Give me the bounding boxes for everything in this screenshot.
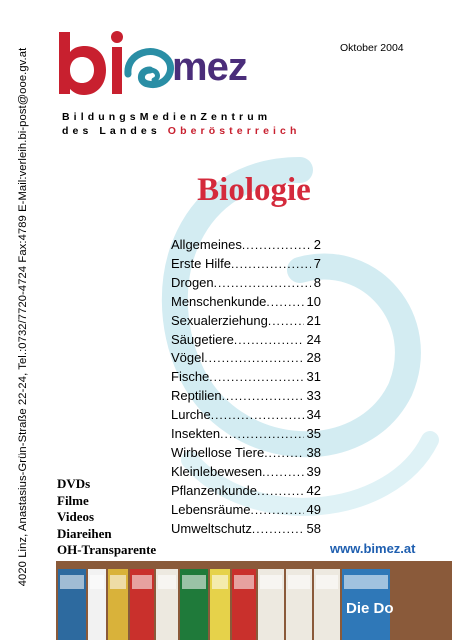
toc-entry-page: 49 [306, 501, 321, 517]
toc-leader-dots [252, 520, 304, 539]
toc-entry-page: 21 [306, 312, 321, 328]
toc-entry-page: 24 [306, 331, 321, 347]
toc-entry-label: Sexualerziehung [171, 312, 268, 328]
toc-leader-dots [222, 387, 304, 406]
toc-entry-label: Lebensräume [171, 501, 251, 517]
media-types-list [57, 476, 156, 559]
toc-leader-dots [251, 501, 304, 520]
toc-leader-dots [257, 482, 304, 501]
toc-entry-page: 31 [306, 369, 321, 385]
toc-entry [171, 463, 321, 482]
toc-entry-label: Erste Hilfe [171, 255, 231, 271]
toc-entry [171, 274, 321, 293]
toc-entry-label: Umweltschutz [171, 520, 252, 536]
toc-entry [171, 482, 321, 501]
toc-entry-label: Drogen [171, 274, 214, 290]
toc-entry-page: 38 [306, 444, 321, 460]
toc-entry-page: 2 [313, 237, 321, 252]
logo-subtitle [62, 111, 300, 138]
logo-subtitle-prefix: des Landes [62, 124, 168, 137]
media-type-item: Videos [57, 509, 95, 525]
book-spine-label-band [260, 575, 282, 589]
toc-entry-label: Pflanzenkunde [171, 482, 258, 498]
book-spine-label-band [212, 575, 228, 589]
media-type-item: Diareihen [57, 525, 112, 541]
book-spine-title: Die Do [346, 600, 394, 617]
website-link[interactable]: www.bimez.at [330, 541, 416, 556]
bookshelf-photo [56, 561, 452, 640]
toc-entry [171, 312, 321, 331]
toc-entry-page: 34 [306, 407, 321, 423]
book-spine-label-band [316, 575, 338, 589]
toc-entry [171, 406, 321, 425]
media-type-item: DVDs [57, 476, 91, 491]
toc-entry-label: Lurche [171, 407, 211, 423]
toc-entry-label: Insekten [171, 426, 221, 442]
toc-entry-label: Vögel [171, 350, 205, 366]
toc-entry-page: 42 [306, 482, 321, 498]
toc-leader-dots [211, 406, 304, 425]
logo-subtitle-line1: BildungsMedienZentrum [62, 111, 272, 123]
toc-entry [171, 501, 321, 520]
toc-entry-page: 7 [313, 255, 321, 271]
book-spine-label-band [60, 575, 84, 589]
toc-entry [171, 331, 321, 350]
toc-entry-page: 28 [306, 350, 321, 366]
toc-entry-label: Kleinlebewesen [171, 463, 263, 479]
table-of-contents [171, 236, 321, 539]
toc-entry-label: Reptilien [171, 388, 222, 404]
toc-leader-dots [262, 463, 303, 482]
address-sidebar: 4020 Linz, Anastasius-Grün-Straße 22-24, Tel.:0732/7720-4724 Fax:4789 E-Mail:verleih.bi-post@ooe.gv.at [17, 47, 29, 587]
media-type-item: Filme [57, 492, 89, 508]
logo-wordmark: mez [172, 45, 247, 89]
toc-leader-dots [234, 331, 304, 350]
toc-entry [171, 520, 321, 539]
toc-entry [171, 368, 321, 387]
toc-entry-page: 8 [313, 274, 321, 290]
toc-leader-dots [231, 255, 311, 274]
toc-entry [171, 293, 321, 312]
toc-entry [171, 349, 321, 368]
book-spine-label-band [158, 575, 176, 589]
toc-entry-page: 58 [306, 520, 321, 536]
bimez-logo [56, 30, 271, 96]
toc-leader-dots [242, 236, 311, 255]
toc-entry [171, 444, 321, 463]
toc-entry [171, 236, 321, 255]
toc-leader-dots [264, 444, 303, 463]
toc-entry-label: Wirbellose Tiere [171, 444, 265, 460]
book-spine-label-band [90, 575, 104, 589]
toc-entry-page: 10 [306, 293, 321, 309]
toc-leader-dots [220, 425, 303, 444]
toc-leader-dots [204, 349, 303, 368]
toc-leader-dots [268, 312, 304, 331]
book-spine-label-band [344, 575, 388, 589]
logo-subtitle-line2 [62, 125, 300, 139]
toc-leader-dots [214, 274, 311, 293]
toc-entry-page: 33 [306, 388, 321, 404]
issue-date: Oktober 2004 [340, 42, 404, 54]
toc-entry-page: 39 [306, 463, 321, 479]
toc-entry-label: Allgemeines [171, 237, 242, 252]
book-spine-label-band [132, 575, 152, 589]
book-spine-label-band [234, 575, 254, 589]
book-spine-label-band [182, 575, 206, 589]
page-title: Biologie [197, 172, 311, 208]
toc-entry [171, 255, 321, 274]
book-spine-label-band [288, 575, 310, 589]
toc-entry-label: Säugetiere [171, 331, 234, 347]
media-type-item: OH-Transparente [57, 542, 157, 558]
toc-entry [171, 425, 321, 444]
toc-entry-page: 35 [306, 426, 321, 442]
logo-subtitle-accent: Oberösterreich [167, 124, 301, 137]
toc-entry [171, 387, 321, 406]
toc-entry-label: Menschenkunde [171, 293, 267, 309]
toc-leader-dots [266, 293, 303, 312]
toc-entry-label: Fische [171, 369, 210, 385]
toc-leader-dots [209, 368, 303, 387]
book-spine-label-band [110, 575, 126, 589]
